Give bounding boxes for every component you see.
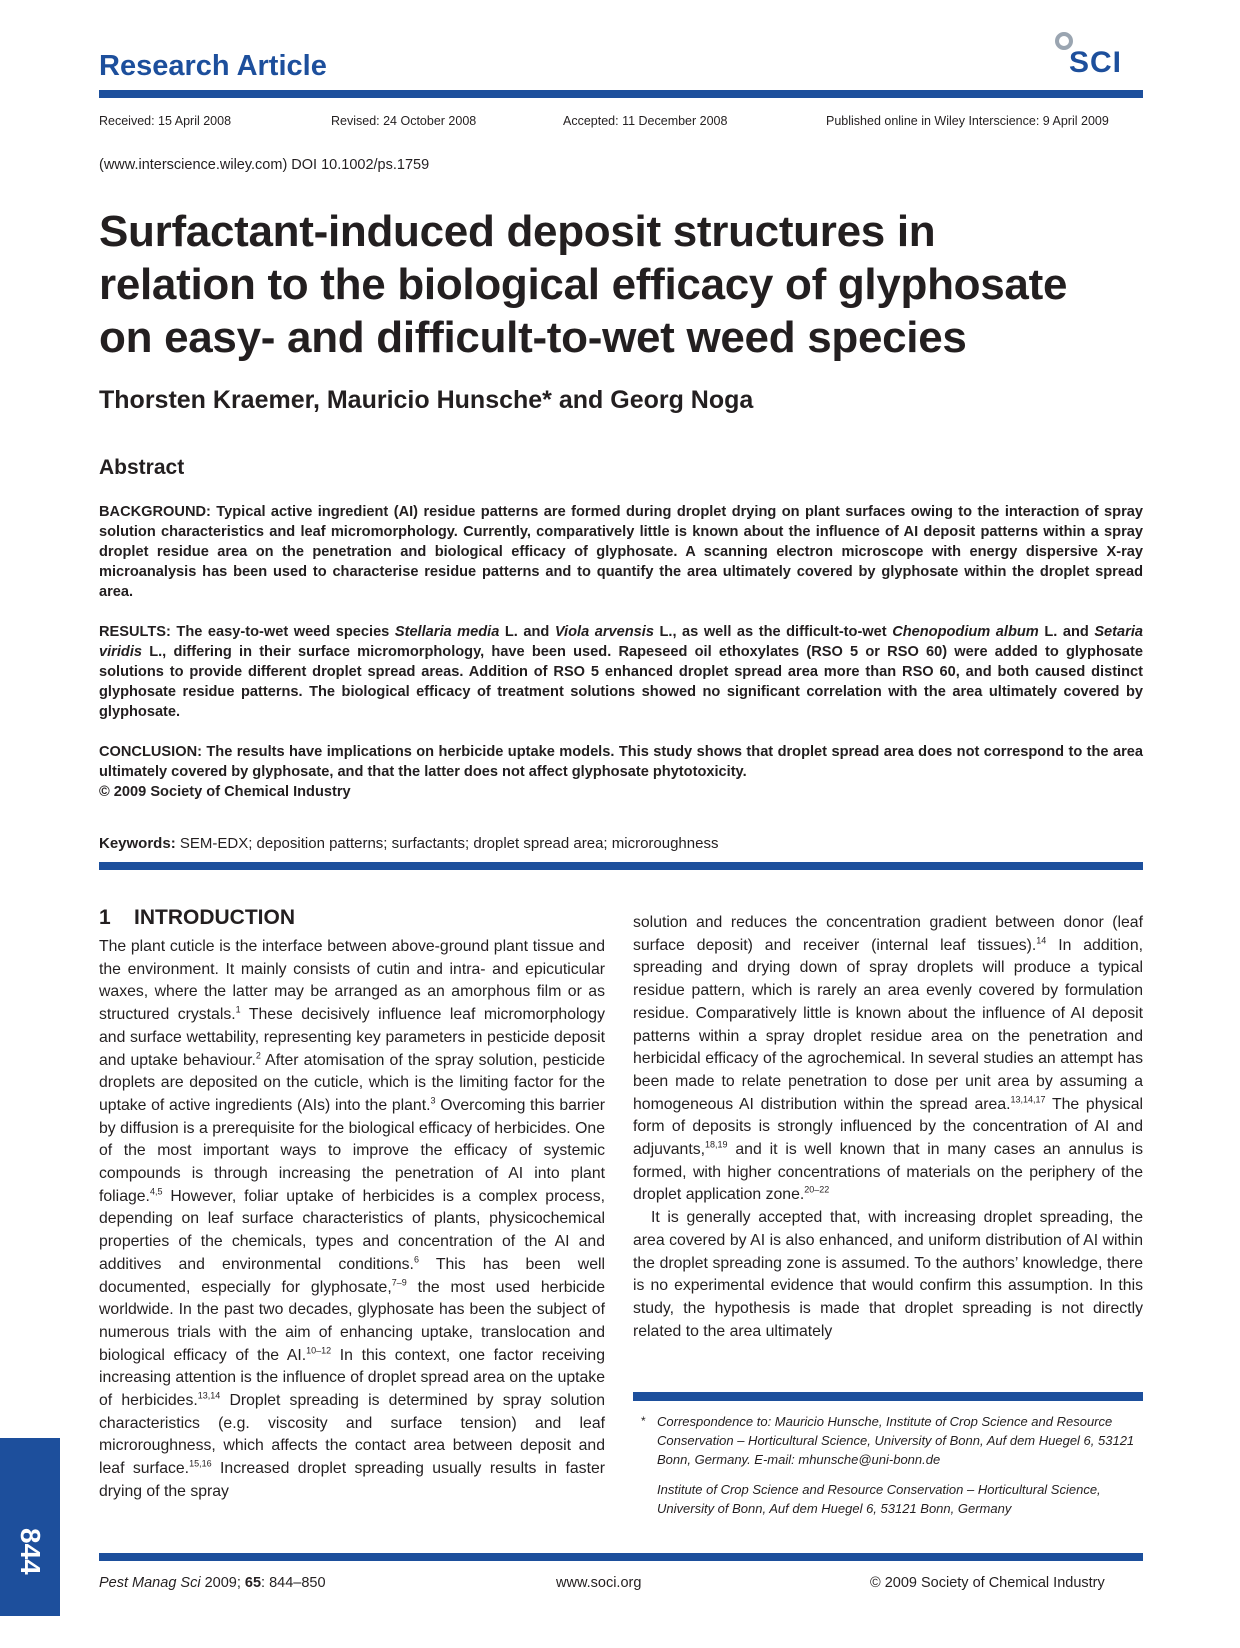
published-date: Published online in Wiley Interscience: 9 April 2009 bbox=[826, 114, 1109, 128]
article-title bbox=[99, 205, 1149, 364]
intro-column-right: solution and reduces the concentration gradient between donor (leaf surface deposit) and receiver (internal leaf tissues).$^{14}$ In addition, spreading and drying down of spray droplets will produce a typical residue pattern, which is rarely an area evenly covered by formulation residue. Comparatively little is known about the influence of AI deposit patterns within a spray droplet residue area on the penetration and herbicidal efficacy of the agrochemical. In several studies an attempt has been made to relate penetration to dose per unit area by assuming a homogeneous AI distribution within the spread area.$^{13,14,17}$ The physical form of deposits is strongly influenced by the concentration of AI and adjuvants,$^{18,19}$ and it is well known that in many cases an annulus is formed, with higher concentrations of materials on the periphery of the droplet application zone.$^{20-22}$ It is generally accepted that, with increasing droplet spreading, the area covered by AI is also enhanced, and uniform distribution of AI within the droplet spreading zone is assumed. To the authors’ knowledge, there is no experimental evidence that would confirm this assumption. In this study, the hypothesis is made that droplet spreading is not directly related to the area ultimately bbox=[633, 912, 1143, 1343]
correspondence-rule bbox=[633, 1392, 1143, 1401]
abstract-conclusion: CONCLUSION: The results have implications on herbicide uptake models. This study shows that droplet spread area does not correspond to the area ultimately covered by glyphosate, and that the latter does not affect glyphosate phytotoxicity. © 2009 Society of Chemical Industry bbox=[99, 744, 1143, 800]
correspondence-note: Correspondence to: Mauricio Hunsche, Institute of Crop Science and Resource Conservation – Horticultural Science, University of Bonn, Auf dem Huegel 6, 53121 Bonn, Germany. E-mail: mhunsche@uni-bonn.de bbox=[657, 1414, 1135, 1467]
title-line: on easy- and difficult-to-wet weed species bbox=[99, 313, 967, 362]
section-heading: 1 INTRODUCTION bbox=[99, 906, 296, 929]
abstract-heading: Abstract bbox=[99, 456, 185, 479]
page-number-tab bbox=[0, 1438, 60, 1616]
abstract-rule bbox=[99, 862, 1143, 870]
sci-logo bbox=[1055, 30, 1143, 82]
footer-rule bbox=[99, 1553, 1143, 1561]
affiliation-note: Institute of Crop Science and Resource Conservation – Horticultural Science, University of Bonn, Auf dem Huegel 6, 53121 Bonn, Germany bbox=[657, 1482, 1101, 1516]
keywords: Keywords: SEM-EDX; deposition patterns; surfactants; droplet spread area; microroughness bbox=[99, 835, 719, 852]
received-date: Received: 15 April 2008 bbox=[99, 114, 232, 128]
abstract-background: BACKGROUND: Typical active ingredient (AI) residue patterns are formed during droplet drying on plant surfaces owing to the interaction of spray solution characteristics and leaf micromorphology. Currently, comparatively little is known about the influence of AI deposit patterns within a spray droplet residue area on the penetration and biological efficacy of glyphosate. A scanning electron microscope with energy dispersive X-ray microanalysis has been used to characterise residue patterns and to quantify the area ultimately covered by glyphosate within the droplet spread area. bbox=[99, 504, 1143, 600]
title-line: Surfactant-induced deposit structures in bbox=[99, 207, 936, 256]
author-list: Thorsten Kraemer, Mauricio Hunsche* and Georg Noga bbox=[99, 386, 754, 414]
footer-copyright: © 2009 Society of Chemical Industry bbox=[870, 1575, 1105, 1591]
header-rule bbox=[99, 90, 1143, 98]
journal-url[interactable]: www.soci.org bbox=[556, 1575, 642, 1591]
accepted-date: Accepted: 11 December 2008 bbox=[563, 114, 728, 128]
revised-date: Revised: 24 October 2008 bbox=[331, 114, 477, 128]
section-label: Research Article bbox=[99, 50, 327, 82]
abstract-results: RESULTS: The easy-to-wet weed species Stellaria media L. and Viola arvensis L., as well as the difficult-to-wet Chenopodium album L. and Setaria viridis L., differing in their surface micromorphology, have been used. Rapeseed oil ethoxylates (RSO 5 or RSO 60) were added to glyphosate solutions to provide different droplet spread areas. Addition of RSO 5 enhanced droplet spread area more than RSO 60, and both caused distinct glyphosate residue patterns. The biological efficacy of treatment solutions showed no significant correlation with the area ultimately covered by glyphosate. bbox=[99, 624, 1144, 720]
intro-column-left: The plant cuticle is the interface between above-ground plant tissue and the environment. It mainly consists of cutin and intra- and epicuticular waxes, where the latter may be arranged as an amorphous film or as structured crystals.$^1$ These decisively influence leaf micromorphology and surface wettability, representing key parameters in pesticide deposit and uptake behaviour.$^2$ After atomisation of the spray solution, pesticide droplets are deposited on the cuticle, which is the limiting factor for the uptake of active ingredients (AIs) into the plant.$^3$ Overcoming this barrier by diffusion is a prerequisite for the biological efficacy of herbicides. One of the most important ways to improve the efficacy of systemic compounds is through increasing the penetration of AI into plant foliage.$^{4,5}$ However, foliar uptake of herbicides is a complex process, depending on leaf surface characteristics of plants, physicochemical properties of the chemicals, types and concentration of the AI and additives and environmental conditions.$^6$ This has been well documented, especially for glyphosate,$^{7-9}$ the most used herbicide worldwide. In the past two decades, glyphosate has been the subject of numerous trials with the aim of enhancing uptake, translocation and biological efficacy of the AI.$^{10-12}$ In this context, one factor receiving increasing attention is the influence of droplet spread area on the uptake of herbicides.$^{13,14}$ Droplet spreading is determined by spray solution characteristics (e.g. viscosity and surface tension) and leaf microroughness, which affects the contact area between deposit and leaf surface.$^{15,16}$ Increased droplet spreading usually results in faster drying of the spray bbox=[99, 938, 606, 1500]
doi-line[interactable]: (www.interscience.wiley.com) DOI 10.1002/ps.1759 bbox=[99, 157, 430, 173]
page-number: 844 bbox=[15, 1528, 46, 1575]
logo-text: SCI bbox=[1069, 46, 1123, 79]
correspondence-star: * bbox=[641, 1414, 646, 1428]
intro-paragraph: It is generally accepted that, with increasing droplet spreading, the area covered by AI is also enhanced, and uniform distribution of AI within the droplet spreading zone is assumed. To the authors’ knowledge, there is no experimental evidence that would confirm this assumption. In this study, the hypothesis is made that droplet spreading is not directly related to the area ultimately bbox=[633, 1209, 1143, 1340]
journal-citation: Pest Manag Sci 2009; 65: 844–850 bbox=[99, 1575, 326, 1591]
title-line: relation to the biological efficacy of glyphosate bbox=[99, 260, 1068, 309]
abstract-copyright: © 2009 Society of Chemical Industry bbox=[99, 784, 351, 800]
